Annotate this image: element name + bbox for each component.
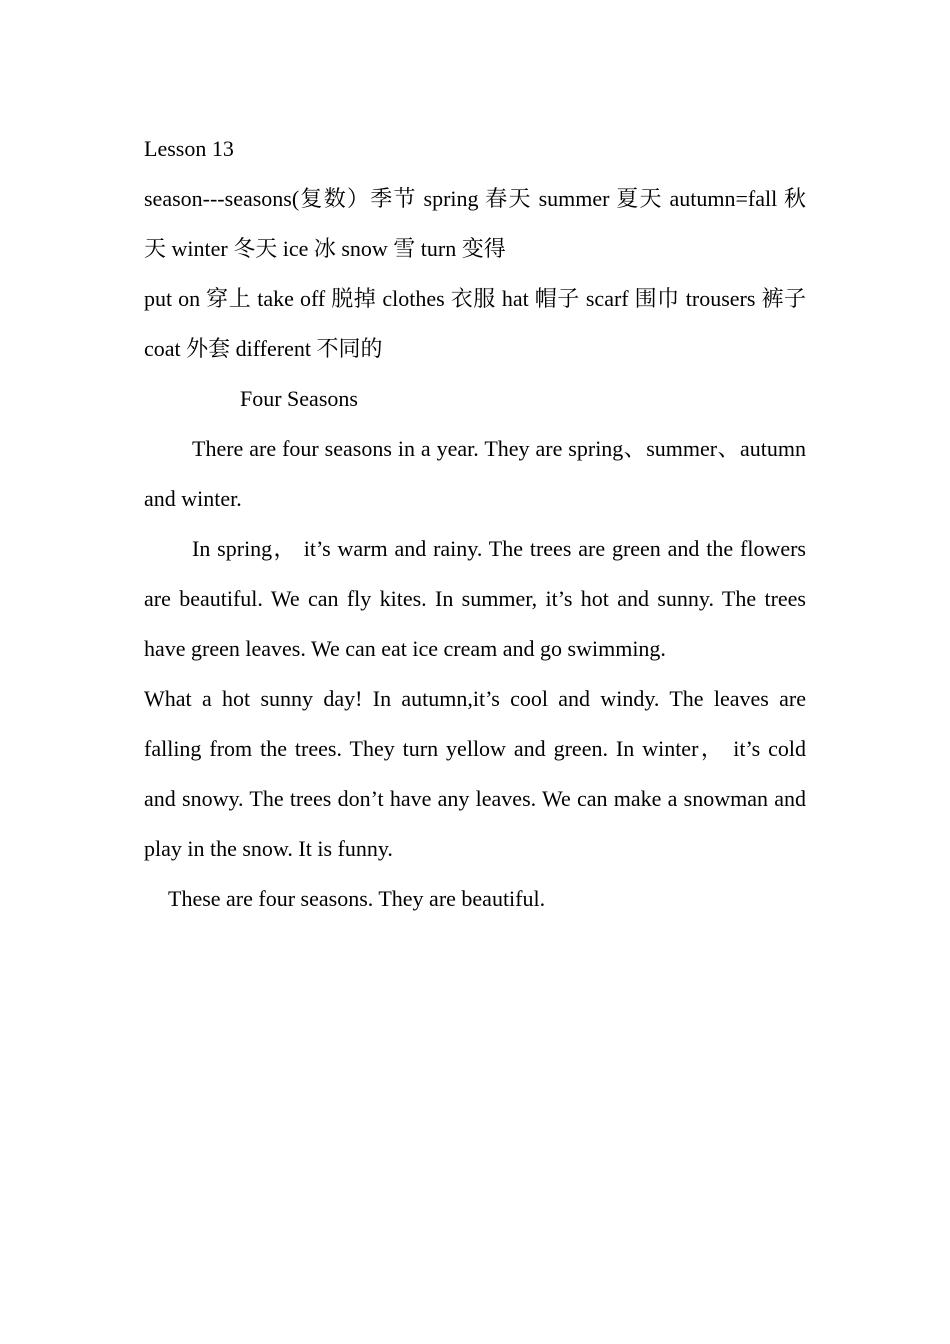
text-title: Four Seasons [240, 386, 358, 411]
closing-sentence: These are four seasons. They are beautiful. [168, 886, 546, 911]
vocabulary-line-2: put on 穿上 take off 脱掉 clothes 衣服 hat 帽子 scarf 围巾 trousers 裤子 coat 外套 different 不同的 [144, 286, 806, 361]
lesson-title: Lesson 13 [144, 136, 234, 161]
vocabulary-line-1: season---seasons(复数）季节 spring 春天 summer 夏天 autumn=fall 秋天 winter 冬天 ice 冰 snow 雪 turn 变得 [144, 186, 806, 261]
document-body [144, 124, 806, 924]
paragraph-spring-summer: In spring， it’s warm and rainy. The trees are green and the flowers are beautiful. We can fly kites. In summer, it’s hot and sunny. The trees have green leaves. We can eat ice cream and go swimming. [144, 536, 806, 661]
paragraph-autumn-winter: What a hot sunny day! In autumn,it’s cool and windy. The leaves are falling from the trees. They turn yellow and green. In winter， it’s cold and snowy. The trees don’t have any leaves. We can make a snowman and play in the snow. It is funny. [144, 686, 806, 861]
paragraph-intro: There are four seasons in a year. They are spring、summer、autumn and winter. [144, 436, 806, 511]
